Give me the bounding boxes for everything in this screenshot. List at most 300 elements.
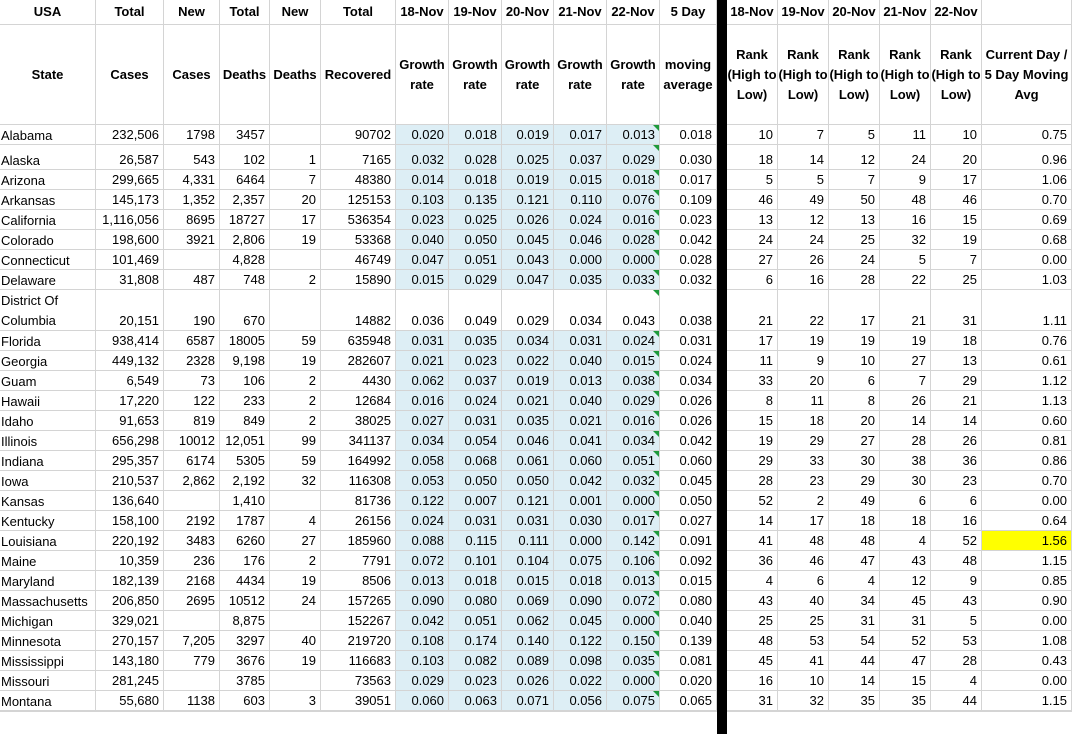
growth-21-nov-cell[interactable] bbox=[554, 351, 607, 371]
growth-18-nov-cell[interactable] bbox=[396, 451, 449, 471]
growth-20-nov-cell[interactable] bbox=[502, 290, 554, 331]
rank-21-nov-cell[interactable] bbox=[880, 671, 931, 691]
current-day-ratio-cell[interactable] bbox=[982, 611, 1072, 631]
rank-19-nov-cell[interactable] bbox=[778, 145, 829, 170]
rank-22-nov-cell[interactable] bbox=[931, 145, 982, 170]
rank-20-nov-cell[interactable] bbox=[829, 351, 880, 371]
rank-18-nov-cell[interactable] bbox=[727, 351, 778, 371]
header-growth-19-nov[interactable] bbox=[449, 25, 502, 125]
growth-22-nov-cell[interactable] bbox=[607, 651, 660, 671]
growth-20-nov-cell[interactable] bbox=[502, 170, 554, 190]
rank-20-nov-cell[interactable] bbox=[829, 190, 880, 210]
growth-18-nov-cell[interactable] bbox=[396, 250, 449, 270]
current-day-ratio-cell[interactable] bbox=[982, 471, 1072, 491]
growth-22-nov-cell[interactable] bbox=[607, 551, 660, 571]
new-deaths-cell[interactable] bbox=[270, 571, 321, 591]
growth-20-nov-cell[interactable] bbox=[502, 190, 554, 210]
rank-22-nov-cell[interactable] bbox=[931, 471, 982, 491]
header-new-deaths[interactable] bbox=[270, 25, 321, 125]
rank-18-nov-cell[interactable] bbox=[727, 451, 778, 471]
growth-19-nov-cell[interactable] bbox=[449, 145, 502, 170]
growth-19-nov-cell[interactable] bbox=[449, 471, 502, 491]
total-deaths-cell[interactable] bbox=[220, 331, 270, 351]
header-rank-20-nov-top[interactable] bbox=[829, 0, 880, 25]
total-recovered-cell[interactable] bbox=[321, 631, 396, 651]
new-deaths-cell[interactable] bbox=[270, 250, 321, 270]
new-deaths-cell[interactable] bbox=[270, 671, 321, 691]
total-cases-cell[interactable] bbox=[96, 270, 164, 290]
rank-20-nov-cell[interactable] bbox=[829, 491, 880, 511]
new-deaths-cell[interactable] bbox=[270, 431, 321, 451]
growth-22-nov-cell[interactable] bbox=[607, 571, 660, 591]
growth-21-nov-cell[interactable] bbox=[554, 290, 607, 331]
growth-22-nov-cell[interactable] bbox=[607, 411, 660, 431]
moving-average-cell[interactable] bbox=[660, 571, 717, 591]
state-link[interactable] bbox=[0, 471, 96, 491]
growth-21-nov-cell[interactable] bbox=[554, 511, 607, 531]
current-day-ratio-cell[interactable] bbox=[982, 270, 1072, 290]
growth-20-nov-cell[interactable] bbox=[502, 210, 554, 230]
growth-18-nov-cell[interactable] bbox=[396, 671, 449, 691]
moving-average-cell[interactable] bbox=[660, 551, 717, 571]
growth-18-nov-cell[interactable] bbox=[396, 170, 449, 190]
growth-18-nov-cell[interactable] bbox=[396, 511, 449, 531]
total-cases-cell[interactable] bbox=[96, 145, 164, 170]
rank-19-nov-cell[interactable] bbox=[778, 671, 829, 691]
state-link[interactable] bbox=[0, 371, 96, 391]
rank-22-nov-cell[interactable] bbox=[931, 551, 982, 571]
total-deaths-cell[interactable] bbox=[220, 391, 270, 411]
new-cases-cell[interactable] bbox=[164, 591, 220, 611]
header-rank-19-nov[interactable] bbox=[778, 25, 829, 125]
rank-22-nov-cell[interactable] bbox=[931, 691, 982, 711]
growth-19-nov-cell[interactable] bbox=[449, 611, 502, 631]
new-cases-cell[interactable] bbox=[164, 651, 220, 671]
total-cases-cell[interactable] bbox=[96, 190, 164, 210]
moving-average-cell[interactable] bbox=[660, 230, 717, 250]
total-cases-cell[interactable] bbox=[96, 411, 164, 431]
rank-18-nov-cell[interactable] bbox=[727, 331, 778, 351]
moving-average-cell[interactable] bbox=[660, 290, 717, 331]
total-recovered-cell[interactable] bbox=[321, 451, 396, 471]
growth-22-nov-cell[interactable] bbox=[607, 591, 660, 611]
state-link[interactable] bbox=[0, 451, 96, 471]
state-link[interactable] bbox=[0, 671, 96, 691]
new-deaths-cell[interactable] bbox=[270, 290, 321, 331]
total-deaths-cell[interactable] bbox=[220, 471, 270, 491]
total-cases-cell[interactable] bbox=[96, 551, 164, 571]
rank-22-nov-cell[interactable] bbox=[931, 431, 982, 451]
growth-19-nov-cell[interactable] bbox=[449, 170, 502, 190]
growth-19-nov-cell[interactable] bbox=[449, 290, 502, 331]
growth-19-nov-cell[interactable] bbox=[449, 511, 502, 531]
current-day-ratio-cell[interactable] bbox=[982, 551, 1072, 571]
rank-22-nov-cell[interactable] bbox=[931, 571, 982, 591]
growth-22-nov-cell[interactable] bbox=[607, 270, 660, 290]
total-cases-cell[interactable] bbox=[96, 230, 164, 250]
new-deaths-cell[interactable] bbox=[270, 631, 321, 651]
header-total-recovered-top[interactable] bbox=[321, 0, 396, 25]
rank-18-nov-cell[interactable] bbox=[727, 391, 778, 411]
state-link[interactable] bbox=[0, 331, 96, 351]
rank-19-nov-cell[interactable] bbox=[778, 371, 829, 391]
new-cases-cell[interactable] bbox=[164, 431, 220, 451]
total-deaths-cell[interactable] bbox=[220, 270, 270, 290]
growth-21-nov-cell[interactable] bbox=[554, 230, 607, 250]
rank-20-nov-cell[interactable] bbox=[829, 511, 880, 531]
growth-18-nov-cell[interactable] bbox=[396, 431, 449, 451]
new-cases-cell[interactable] bbox=[164, 511, 220, 531]
moving-average-cell[interactable] bbox=[660, 250, 717, 270]
growth-20-nov-cell[interactable] bbox=[502, 451, 554, 471]
rank-21-nov-cell[interactable] bbox=[880, 591, 931, 611]
growth-19-nov-cell[interactable] bbox=[449, 230, 502, 250]
growth-18-nov-cell[interactable] bbox=[396, 531, 449, 551]
current-day-ratio-cell[interactable] bbox=[982, 671, 1072, 691]
state-link[interactable] bbox=[0, 391, 96, 411]
total-deaths-cell[interactable] bbox=[220, 190, 270, 210]
growth-21-nov-cell[interactable] bbox=[554, 551, 607, 571]
rank-19-nov-cell[interactable] bbox=[778, 431, 829, 451]
header-growth-21-nov[interactable] bbox=[554, 25, 607, 125]
growth-19-nov-cell[interactable] bbox=[449, 270, 502, 290]
growth-22-nov-cell[interactable] bbox=[607, 391, 660, 411]
growth-21-nov-cell[interactable] bbox=[554, 611, 607, 631]
growth-20-nov-cell[interactable] bbox=[502, 371, 554, 391]
rank-22-nov-cell[interactable] bbox=[931, 331, 982, 351]
new-cases-cell[interactable] bbox=[164, 170, 220, 190]
rank-20-nov-cell[interactable] bbox=[829, 391, 880, 411]
rank-19-nov-cell[interactable] bbox=[778, 631, 829, 651]
growth-22-nov-cell[interactable] bbox=[607, 711, 660, 712]
total-deaths-cell[interactable] bbox=[220, 230, 270, 250]
rank-21-nov-cell[interactable] bbox=[880, 391, 931, 411]
growth-22-nov-cell[interactable] bbox=[607, 631, 660, 651]
new-deaths-cell[interactable] bbox=[270, 411, 321, 431]
current-day-ratio-cell[interactable] bbox=[982, 691, 1072, 711]
growth-22-nov-cell[interactable] bbox=[607, 190, 660, 210]
rank-18-nov-cell[interactable] bbox=[727, 611, 778, 631]
new-cases-cell[interactable] bbox=[164, 711, 220, 712]
rank-21-nov-cell[interactable] bbox=[880, 611, 931, 631]
growth-20-nov-cell[interactable] bbox=[502, 671, 554, 691]
growth-21-nov-cell[interactable] bbox=[554, 411, 607, 431]
growth-22-nov-cell[interactable] bbox=[607, 491, 660, 511]
total-cases-cell[interactable] bbox=[96, 371, 164, 391]
header-total-cases[interactable] bbox=[96, 25, 164, 125]
total-recovered-cell[interactable] bbox=[321, 270, 396, 290]
growth-19-nov-cell[interactable] bbox=[449, 571, 502, 591]
header-new-deaths-top[interactable] bbox=[270, 0, 321, 25]
rank-20-nov-cell[interactable] bbox=[829, 331, 880, 351]
rank-20-nov-cell[interactable] bbox=[829, 551, 880, 571]
current-day-ratio-cell[interactable] bbox=[982, 125, 1072, 145]
rank-22-nov-cell[interactable] bbox=[931, 230, 982, 250]
rank-20-nov-cell[interactable] bbox=[829, 210, 880, 230]
current-day-ratio-cell[interactable] bbox=[982, 145, 1072, 170]
growth-18-nov-cell[interactable] bbox=[396, 210, 449, 230]
growth-22-nov-cell[interactable] bbox=[607, 351, 660, 371]
header-growth-22-nov-top[interactable] bbox=[607, 0, 660, 25]
growth-20-nov-cell[interactable] bbox=[502, 471, 554, 491]
new-deaths-cell[interactable] bbox=[270, 331, 321, 351]
moving-average-cell[interactable] bbox=[660, 411, 717, 431]
state-link[interactable] bbox=[0, 351, 96, 371]
moving-average-cell[interactable] bbox=[660, 671, 717, 691]
new-deaths-cell[interactable] bbox=[270, 531, 321, 551]
total-recovered-cell[interactable] bbox=[321, 145, 396, 170]
header-state[interactable] bbox=[0, 25, 96, 125]
growth-20-nov-cell[interactable] bbox=[502, 611, 554, 631]
growth-18-nov-cell[interactable] bbox=[396, 331, 449, 351]
moving-average-cell[interactable] bbox=[660, 431, 717, 451]
growth-22-nov-cell[interactable] bbox=[607, 170, 660, 190]
growth-19-nov-cell[interactable] bbox=[449, 671, 502, 691]
growth-21-nov-cell[interactable] bbox=[554, 691, 607, 711]
growth-18-nov-cell[interactable] bbox=[396, 651, 449, 671]
total-deaths-cell[interactable] bbox=[220, 511, 270, 531]
state-link[interactable] bbox=[0, 210, 96, 230]
growth-19-nov-cell[interactable] bbox=[449, 391, 502, 411]
header-rank-21-nov-top[interactable] bbox=[880, 0, 931, 25]
growth-21-nov-cell[interactable] bbox=[554, 371, 607, 391]
rank-21-nov-cell[interactable] bbox=[880, 431, 931, 451]
header-growth-18-nov[interactable] bbox=[396, 25, 449, 125]
moving-average-cell[interactable] bbox=[660, 125, 717, 145]
new-deaths-cell[interactable] bbox=[270, 170, 321, 190]
total-cases-cell[interactable] bbox=[96, 471, 164, 491]
rank-21-nov-cell[interactable] bbox=[880, 691, 931, 711]
growth-22-nov-cell[interactable] bbox=[607, 145, 660, 170]
rank-18-nov-cell[interactable] bbox=[727, 371, 778, 391]
total-deaths-cell[interactable] bbox=[220, 351, 270, 371]
rank-19-nov-cell[interactable] bbox=[778, 411, 829, 431]
state-link[interactable] bbox=[0, 431, 96, 451]
total-cases-cell[interactable] bbox=[96, 351, 164, 371]
growth-22-nov-cell[interactable] bbox=[607, 691, 660, 711]
moving-average-cell[interactable] bbox=[660, 531, 717, 551]
rank-18-nov-cell[interactable] bbox=[727, 230, 778, 250]
growth-19-nov-cell[interactable] bbox=[449, 711, 502, 712]
total-deaths-cell[interactable] bbox=[220, 711, 270, 712]
rank-19-nov-cell[interactable] bbox=[778, 711, 829, 712]
header-total-deaths[interactable] bbox=[220, 25, 270, 125]
rank-18-nov-cell[interactable] bbox=[727, 631, 778, 651]
header-growth-20-nov[interactable] bbox=[502, 25, 554, 125]
new-deaths-cell[interactable] bbox=[270, 611, 321, 631]
rank-21-nov-cell[interactable] bbox=[880, 331, 931, 351]
current-day-ratio-cell[interactable] bbox=[982, 631, 1072, 651]
rank-22-nov-cell[interactable] bbox=[931, 511, 982, 531]
header-total-cases-top[interactable] bbox=[96, 0, 164, 25]
total-recovered-cell[interactable] bbox=[321, 611, 396, 631]
rank-20-nov-cell[interactable] bbox=[829, 691, 880, 711]
growth-21-nov-cell[interactable] bbox=[554, 711, 607, 712]
growth-21-nov-cell[interactable] bbox=[554, 451, 607, 471]
moving-average-cell[interactable] bbox=[660, 170, 717, 190]
growth-19-nov-cell[interactable] bbox=[449, 591, 502, 611]
new-cases-cell[interactable] bbox=[164, 471, 220, 491]
state-link[interactable] bbox=[0, 290, 96, 331]
rank-19-nov-cell[interactable] bbox=[778, 651, 829, 671]
state-link[interactable] bbox=[0, 250, 96, 270]
rank-19-nov-cell[interactable] bbox=[778, 691, 829, 711]
rank-19-nov-cell[interactable] bbox=[778, 270, 829, 290]
total-cases-cell[interactable] bbox=[96, 290, 164, 331]
moving-average-cell[interactable] bbox=[660, 210, 717, 230]
growth-20-nov-cell[interactable] bbox=[502, 511, 554, 531]
new-deaths-cell[interactable] bbox=[270, 451, 321, 471]
total-cases-cell[interactable] bbox=[96, 491, 164, 511]
growth-18-nov-cell[interactable] bbox=[396, 491, 449, 511]
total-deaths-cell[interactable] bbox=[220, 371, 270, 391]
state-link[interactable] bbox=[0, 591, 96, 611]
total-deaths-cell[interactable] bbox=[220, 431, 270, 451]
rank-22-nov-cell[interactable] bbox=[931, 290, 982, 331]
state-link[interactable] bbox=[0, 711, 96, 712]
growth-22-nov-cell[interactable] bbox=[607, 331, 660, 351]
growth-20-nov-cell[interactable] bbox=[502, 711, 554, 712]
new-cases-cell[interactable] bbox=[164, 531, 220, 551]
rank-20-nov-cell[interactable] bbox=[829, 230, 880, 250]
new-cases-cell[interactable] bbox=[164, 391, 220, 411]
current-day-ratio-cell[interactable] bbox=[982, 391, 1072, 411]
new-cases-cell[interactable] bbox=[164, 290, 220, 331]
rank-21-nov-cell[interactable] bbox=[880, 511, 931, 531]
rank-21-nov-cell[interactable] bbox=[880, 571, 931, 591]
total-deaths-cell[interactable] bbox=[220, 451, 270, 471]
growth-22-nov-cell[interactable] bbox=[607, 531, 660, 551]
new-cases-cell[interactable] bbox=[164, 631, 220, 651]
rank-22-nov-cell[interactable] bbox=[931, 711, 982, 712]
rank-18-nov-cell[interactable] bbox=[727, 145, 778, 170]
rank-18-nov-cell[interactable] bbox=[727, 571, 778, 591]
new-cases-cell[interactable] bbox=[164, 451, 220, 471]
growth-19-nov-cell[interactable] bbox=[449, 651, 502, 671]
current-day-ratio-cell[interactable] bbox=[982, 491, 1072, 511]
growth-18-nov-cell[interactable] bbox=[396, 411, 449, 431]
rank-21-nov-cell[interactable] bbox=[880, 290, 931, 331]
rank-22-nov-cell[interactable] bbox=[931, 210, 982, 230]
rank-21-nov-cell[interactable] bbox=[880, 411, 931, 431]
rank-18-nov-cell[interactable] bbox=[727, 190, 778, 210]
total-deaths-cell[interactable] bbox=[220, 651, 270, 671]
new-cases-cell[interactable] bbox=[164, 371, 220, 391]
growth-21-nov-cell[interactable] bbox=[554, 631, 607, 651]
header-current-day-ratio-top[interactable] bbox=[982, 0, 1072, 25]
rank-20-nov-cell[interactable] bbox=[829, 631, 880, 651]
growth-18-nov-cell[interactable] bbox=[396, 691, 449, 711]
total-cases-cell[interactable] bbox=[96, 591, 164, 611]
growth-20-nov-cell[interactable] bbox=[502, 250, 554, 270]
rank-18-nov-cell[interactable] bbox=[727, 711, 778, 712]
new-cases-cell[interactable] bbox=[164, 351, 220, 371]
growth-19-nov-cell[interactable] bbox=[449, 190, 502, 210]
growth-21-nov-cell[interactable] bbox=[554, 145, 607, 170]
growth-22-nov-cell[interactable] bbox=[607, 451, 660, 471]
total-cases-cell[interactable] bbox=[96, 250, 164, 270]
total-cases-cell[interactable] bbox=[96, 531, 164, 551]
growth-20-nov-cell[interactable] bbox=[502, 431, 554, 451]
total-deaths-cell[interactable] bbox=[220, 631, 270, 651]
moving-average-cell[interactable] bbox=[660, 471, 717, 491]
moving-average-cell[interactable] bbox=[660, 691, 717, 711]
rank-18-nov-cell[interactable] bbox=[727, 125, 778, 145]
state-link[interactable] bbox=[0, 631, 96, 651]
moving-average-cell[interactable] bbox=[660, 371, 717, 391]
rank-21-nov-cell[interactable] bbox=[880, 631, 931, 651]
header-new-cases[interactable] bbox=[164, 25, 220, 125]
new-cases-cell[interactable] bbox=[164, 671, 220, 691]
rank-21-nov-cell[interactable] bbox=[880, 125, 931, 145]
header-rank-19-nov-top[interactable] bbox=[778, 0, 829, 25]
growth-18-nov-cell[interactable] bbox=[396, 371, 449, 391]
growth-19-nov-cell[interactable] bbox=[449, 250, 502, 270]
growth-21-nov-cell[interactable] bbox=[554, 591, 607, 611]
total-recovered-cell[interactable] bbox=[321, 651, 396, 671]
header-growth-19-nov-top[interactable] bbox=[449, 0, 502, 25]
growth-18-nov-cell[interactable] bbox=[396, 290, 449, 331]
moving-average-cell[interactable] bbox=[660, 451, 717, 471]
current-day-ratio-cell[interactable] bbox=[982, 331, 1072, 351]
growth-22-nov-cell[interactable] bbox=[607, 290, 660, 331]
rank-21-nov-cell[interactable] bbox=[880, 145, 931, 170]
state-link[interactable] bbox=[0, 571, 96, 591]
total-deaths-cell[interactable] bbox=[220, 145, 270, 170]
total-deaths-cell[interactable] bbox=[220, 611, 270, 631]
total-deaths-cell[interactable] bbox=[220, 691, 270, 711]
header-growth-18-nov-top[interactable] bbox=[396, 0, 449, 25]
growth-18-nov-cell[interactable] bbox=[396, 591, 449, 611]
growth-18-nov-cell[interactable] bbox=[396, 230, 449, 250]
total-cases-cell[interactable] bbox=[96, 210, 164, 230]
growth-20-nov-cell[interactable] bbox=[502, 571, 554, 591]
rank-22-nov-cell[interactable] bbox=[931, 651, 982, 671]
moving-average-cell[interactable] bbox=[660, 190, 717, 210]
rank-22-nov-cell[interactable] bbox=[931, 270, 982, 290]
state-link[interactable] bbox=[0, 145, 96, 170]
growth-18-nov-cell[interactable] bbox=[396, 711, 449, 712]
total-deaths-cell[interactable] bbox=[220, 571, 270, 591]
rank-21-nov-cell[interactable] bbox=[880, 451, 931, 471]
rank-18-nov-cell[interactable] bbox=[727, 671, 778, 691]
header-rank-20-nov[interactable] bbox=[829, 25, 880, 125]
total-recovered-cell[interactable] bbox=[321, 711, 396, 712]
current-day-ratio-cell[interactable] bbox=[982, 531, 1072, 551]
total-cases-cell[interactable] bbox=[96, 125, 164, 145]
header-moving-average[interactable] bbox=[660, 25, 717, 125]
growth-21-nov-cell[interactable] bbox=[554, 571, 607, 591]
rank-21-nov-cell[interactable] bbox=[880, 711, 931, 712]
growth-18-nov-cell[interactable] bbox=[396, 270, 449, 290]
growth-19-nov-cell[interactable] bbox=[449, 431, 502, 451]
new-cases-cell[interactable] bbox=[164, 210, 220, 230]
moving-average-cell[interactable] bbox=[660, 591, 717, 611]
total-recovered-cell[interactable] bbox=[321, 230, 396, 250]
rank-18-nov-cell[interactable] bbox=[727, 431, 778, 451]
growth-22-nov-cell[interactable] bbox=[607, 210, 660, 230]
growth-22-nov-cell[interactable] bbox=[607, 230, 660, 250]
current-day-ratio-cell[interactable] bbox=[982, 190, 1072, 210]
rank-18-nov-cell[interactable] bbox=[727, 651, 778, 671]
total-deaths-cell[interactable] bbox=[220, 210, 270, 230]
total-cases-cell[interactable] bbox=[96, 651, 164, 671]
growth-19-nov-cell[interactable] bbox=[449, 551, 502, 571]
rank-19-nov-cell[interactable] bbox=[778, 331, 829, 351]
growth-20-nov-cell[interactable] bbox=[502, 591, 554, 611]
new-cases-cell[interactable] bbox=[164, 270, 220, 290]
total-recovered-cell[interactable] bbox=[321, 351, 396, 371]
